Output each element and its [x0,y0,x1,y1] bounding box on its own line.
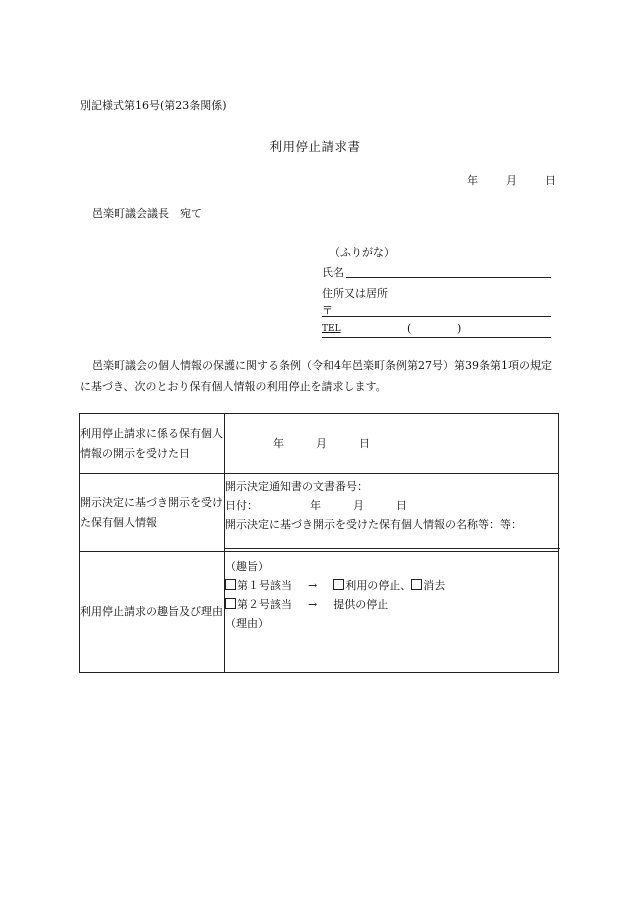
address-field[interactable] [322,304,551,317]
option1-left: 第１号該当 [237,579,292,592]
option1-a: 利用の停止、 [345,579,412,592]
row1-year: 年 [273,437,284,450]
furigana-label: （ふりがな） [329,246,395,259]
row2-date-label: 日付： [225,498,258,512]
purpose-reason-label: 利用停止請求の趣旨及び理由 [80,552,225,673]
checkbox-clause-1[interactable] [225,579,236,590]
postal-mark: 〒 [322,304,333,317]
checkbox-clause-2[interactable] [225,598,236,609]
row1-day: 日 [359,437,370,450]
tel-field[interactable] [322,325,551,338]
addressee: 邑楽町議会議長 宛て [92,207,202,220]
row2-year: 年 [310,498,321,512]
doc-number-label: 開示決定通知書の文書番号： [225,479,368,493]
table-row [80,414,559,474]
purpose-heading: （趣旨） [225,560,269,573]
checkbox-erase[interactable] [411,579,422,590]
row2-day: 日 [396,498,407,512]
reason-heading: （理由） [225,617,269,630]
disclosure-date-field[interactable] [225,414,559,474]
row2-date-line [225,496,558,515]
name-field[interactable] [346,266,551,278]
option-row-1 [225,576,558,595]
row1-month: 月 [316,437,327,450]
tel-open-paren: ( [407,322,412,335]
table-row [80,552,559,673]
page-title: 利用停止請求書 [269,139,361,154]
name-label: 氏名 [322,266,344,279]
arrow-icon: → [308,598,318,611]
info-name-line [225,540,560,549]
request-table [79,413,559,673]
tel-close-paren: ) [457,322,462,335]
checkbox-stop-use[interactable] [333,579,344,590]
request-date [467,172,556,188]
option1-b: 消去 [423,579,446,592]
form-code: 別記様式第16号(第23条関係) [80,99,227,112]
purpose-reason-field[interactable] [225,552,559,673]
disclosed-info-label: 開示決定に基づき開示を受けた保有個人情報 [80,474,225,552]
address-label: 住所又は居所 [322,287,388,300]
info-name-label: 開示決定に基づき開示を受けた保有個人情報の名称等：等： [225,517,522,531]
option-row-2 [225,595,558,614]
option2-right: 提供の停止 [333,598,389,611]
tel-label: TEL [322,324,341,334]
disclosure-date-label: 利用停止請求に係る保有個人情報の開示を受けた日 [80,414,225,474]
option2-left: 第２号該当 [237,598,292,611]
table-row [80,474,559,552]
date-month-label: 月 [506,174,517,187]
request-statement: 邑楽町議会の個人情報の保護に関する条例（令和4年邑楽町条例第27号）第39条第1項の規定に基づき、次のとおり保有個人情報の利用停止を請求します。 [80,359,552,393]
arrow-icon: → [308,579,318,592]
date-day-label: 日 [545,174,556,187]
disclosed-info-field[interactable] [225,474,559,552]
date-year-label: 年 [467,174,478,187]
row2-month: 月 [353,498,364,512]
